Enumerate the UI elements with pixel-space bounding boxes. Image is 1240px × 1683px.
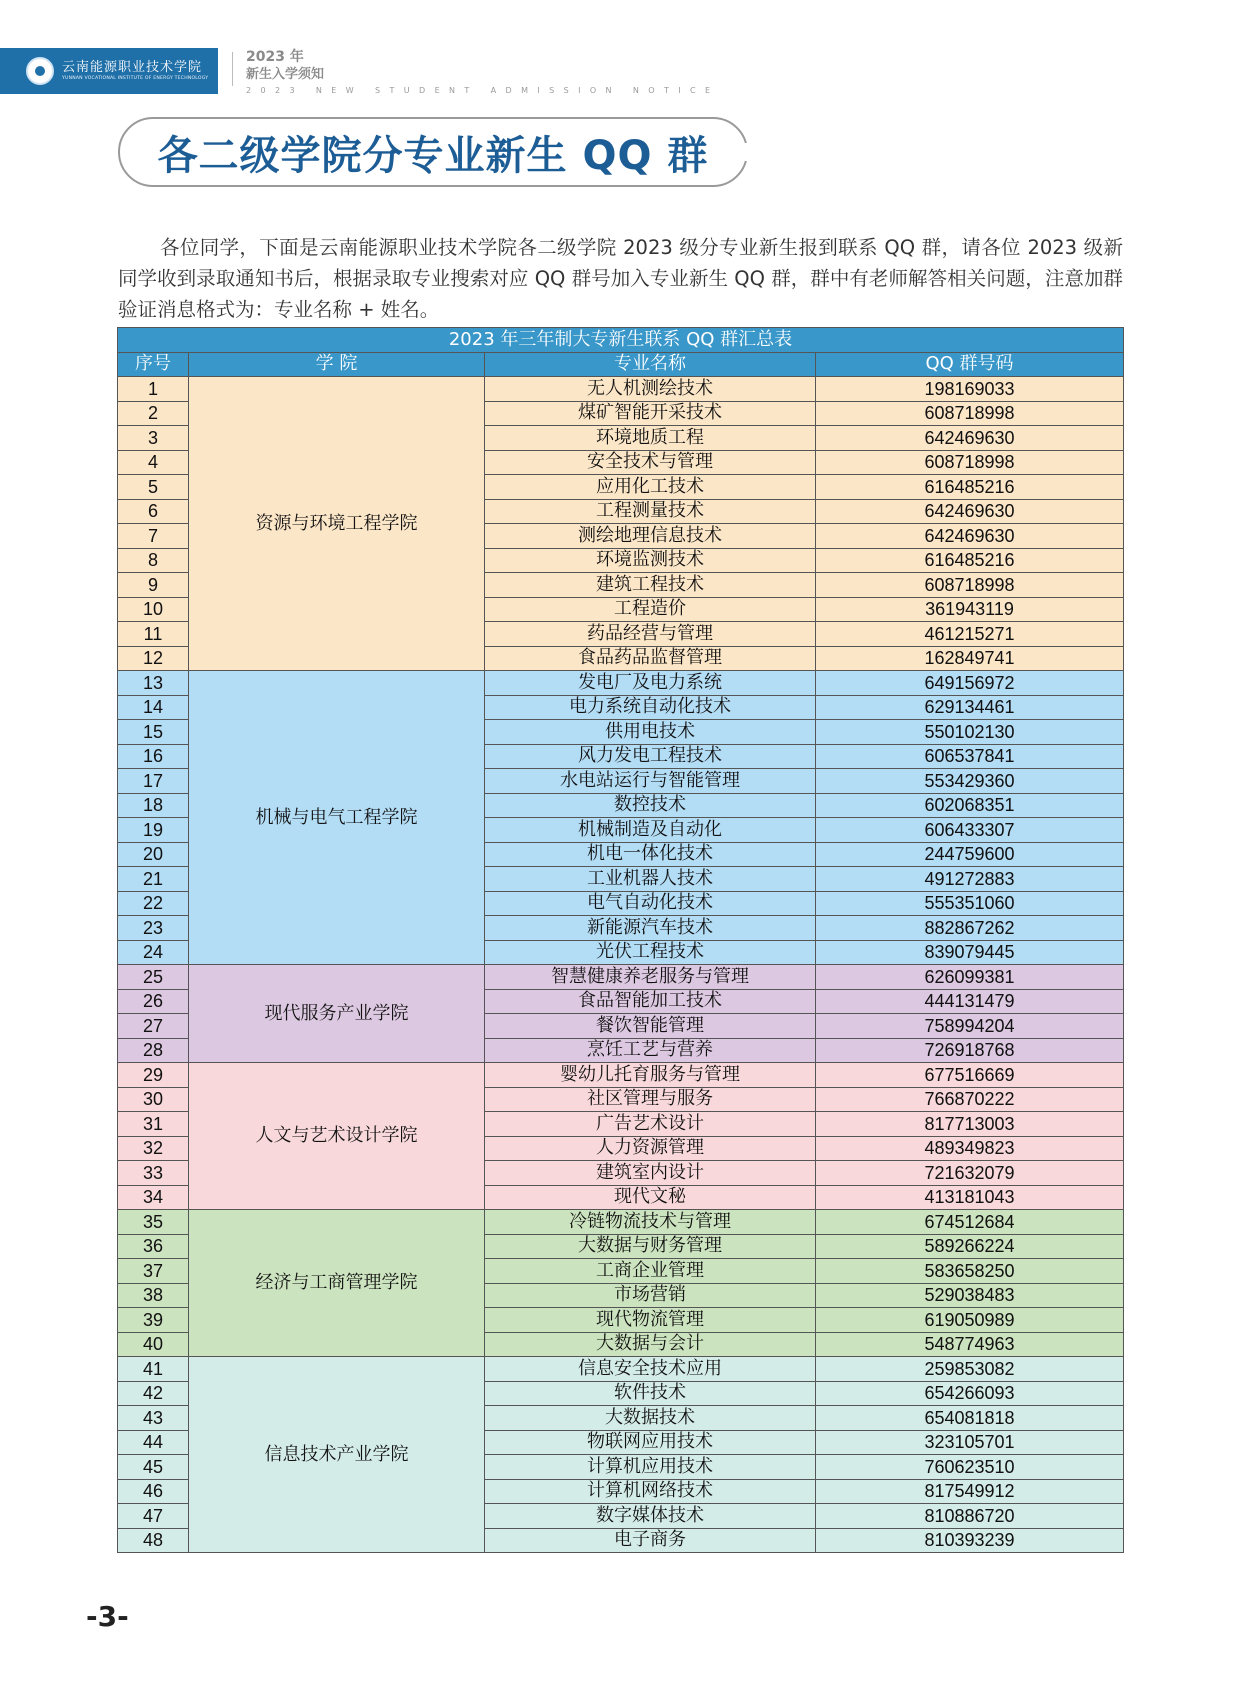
- major-name: 环境地质工程: [485, 426, 816, 451]
- qq-number: 726918768: [816, 1038, 1124, 1063]
- college-name: 资源与环境工程学院: [189, 377, 485, 671]
- row-index: 29: [118, 1063, 189, 1088]
- row-index: 36: [118, 1234, 189, 1259]
- row-index: 47: [118, 1504, 189, 1529]
- major-name: 计算机应用技术: [485, 1455, 816, 1480]
- table-row: [118, 377, 1124, 402]
- row-index: 43: [118, 1406, 189, 1431]
- table-row: [118, 965, 1124, 990]
- major-name: 广告艺术设计: [485, 1112, 816, 1137]
- major-name: 现代文秘: [485, 1185, 816, 1210]
- qq-number: 361943119: [816, 597, 1124, 622]
- row-index: 5: [118, 475, 189, 500]
- qq-number: 608718998: [816, 450, 1124, 475]
- row-index: 41: [118, 1357, 189, 1382]
- qq-number: 602068351: [816, 793, 1124, 818]
- qq-number: 677516669: [816, 1063, 1124, 1088]
- row-index: 27: [118, 1014, 189, 1039]
- row-index: 3: [118, 426, 189, 451]
- row-index: 20: [118, 842, 189, 867]
- qq-number: 461215271: [816, 622, 1124, 647]
- major-name: 光伏工程技术: [485, 940, 816, 965]
- school-seal-icon: [26, 57, 54, 85]
- qq-number: 198169033: [816, 377, 1124, 402]
- row-index: 23: [118, 916, 189, 941]
- major-name: 大数据技术: [485, 1406, 816, 1431]
- row-index: 2: [118, 401, 189, 426]
- qq-number: 444131479: [816, 989, 1124, 1014]
- row-index: 24: [118, 940, 189, 965]
- header-index: 序号: [118, 352, 189, 377]
- qq-number: 766870222: [816, 1087, 1124, 1112]
- college-name: 机械与电气工程学院: [189, 671, 485, 965]
- qq-number: 817713003: [816, 1112, 1124, 1137]
- major-name: 智慧健康养老服务与管理: [485, 965, 816, 990]
- qq-number: 616485216: [816, 548, 1124, 573]
- row-index: 28: [118, 1038, 189, 1063]
- qq-number: 839079445: [816, 940, 1124, 965]
- logo-chinese-name: 云南能源职业技术学院: [62, 59, 203, 75]
- qq-number: 413181043: [816, 1185, 1124, 1210]
- major-name: 冷链物流技术与管理: [485, 1210, 816, 1235]
- major-name: 现代物流管理: [485, 1308, 816, 1333]
- row-index: 33: [118, 1161, 189, 1186]
- qq-number: 606537841: [816, 744, 1124, 769]
- row-index: 30: [118, 1087, 189, 1112]
- table-body: [118, 377, 1124, 1553]
- major-name: 新能源汽车技术: [485, 916, 816, 941]
- qq-number: 244759600: [816, 842, 1124, 867]
- row-index: 19: [118, 818, 189, 843]
- header-logo-bar: [0, 48, 218, 94]
- qq-number: 626099381: [816, 965, 1124, 990]
- qq-number: 529038483: [816, 1283, 1124, 1308]
- row-index: 7: [118, 524, 189, 549]
- qq-number: 555351060: [816, 891, 1124, 916]
- major-name: 应用化工技术: [485, 475, 816, 500]
- qq-number: 810886720: [816, 1504, 1124, 1529]
- qq-number: 583658250: [816, 1259, 1124, 1284]
- major-name: 煤矿智能开采技术: [485, 401, 816, 426]
- major-name: 水电站运行与智能管理: [485, 769, 816, 794]
- row-index: 6: [118, 499, 189, 524]
- qq-number: 760623510: [816, 1455, 1124, 1480]
- college-name: 信息技术产业学院: [189, 1357, 485, 1553]
- row-index: 34: [118, 1185, 189, 1210]
- major-name: 机械制造及自动化: [485, 818, 816, 843]
- major-name: 建筑工程技术: [485, 573, 816, 598]
- table-row: [118, 1210, 1124, 1235]
- major-name: 数控技术: [485, 793, 816, 818]
- row-index: 42: [118, 1381, 189, 1406]
- row-index: 48: [118, 1528, 189, 1553]
- page-number: -3-: [86, 1600, 129, 1633]
- table-row: [118, 671, 1124, 696]
- row-index: 25: [118, 965, 189, 990]
- major-name: 无人机测绘技术: [485, 377, 816, 402]
- qq-number: 721632079: [816, 1161, 1124, 1186]
- row-index: 40: [118, 1332, 189, 1357]
- qq-number: 553429360: [816, 769, 1124, 794]
- row-index: 44: [118, 1430, 189, 1455]
- major-name: 测绘地理信息技术: [485, 524, 816, 549]
- major-name: 环境监测技术: [485, 548, 816, 573]
- major-name: 食品药品监督管理: [485, 646, 816, 671]
- major-name: 计算机网络技术: [485, 1479, 816, 1504]
- row-index: 21: [118, 867, 189, 892]
- qq-number: 259853082: [816, 1357, 1124, 1382]
- major-name: 工程测量技术: [485, 499, 816, 524]
- row-index: 17: [118, 769, 189, 794]
- major-name: 电力系统自动化技术: [485, 695, 816, 720]
- college-name: 现代服务产业学院: [189, 965, 485, 1063]
- major-name: 数字媒体技术: [485, 1504, 816, 1529]
- qq-number: 642469630: [816, 426, 1124, 451]
- qq-number: 654081818: [816, 1406, 1124, 1431]
- qq-number: 608718998: [816, 401, 1124, 426]
- major-name: 安全技术与管理: [485, 450, 816, 475]
- row-index: 14: [118, 695, 189, 720]
- major-name: 信息安全技术应用: [485, 1357, 816, 1382]
- header-year: 2023 年: [246, 49, 304, 65]
- row-index: 16: [118, 744, 189, 769]
- major-name: 人力资源管理: [485, 1136, 816, 1161]
- row-index: 45: [118, 1455, 189, 1480]
- major-name: 软件技术: [485, 1381, 816, 1406]
- college-name: 人文与艺术设计学院: [189, 1063, 485, 1210]
- major-name: 供用电技术: [485, 720, 816, 745]
- qq-number: 642469630: [816, 499, 1124, 524]
- row-index: 26: [118, 989, 189, 1014]
- row-index: 15: [118, 720, 189, 745]
- qq-number: 674512684: [816, 1210, 1124, 1235]
- major-name: 大数据与财务管理: [485, 1234, 816, 1259]
- college-name: 经济与工商管理学院: [189, 1210, 485, 1357]
- row-index: 13: [118, 671, 189, 696]
- row-index: 22: [118, 891, 189, 916]
- header-qq: QQ 群号码: [816, 352, 1124, 377]
- qq-number: 489349823: [816, 1136, 1124, 1161]
- qq-number: 548774963: [816, 1332, 1124, 1357]
- qq-number: 619050989: [816, 1308, 1124, 1333]
- qq-number: 882867262: [816, 916, 1124, 941]
- qq-number: 491272883: [816, 867, 1124, 892]
- major-name: 电子商务: [485, 1528, 816, 1553]
- qq-number: 654266093: [816, 1381, 1124, 1406]
- table-caption: 2023 年三年制大专新生联系 QQ 群汇总表: [118, 328, 1124, 353]
- major-name: 发电厂及电力系统: [485, 671, 816, 696]
- qq-number: 162849741: [816, 646, 1124, 671]
- row-index: 46: [118, 1479, 189, 1504]
- row-index: 18: [118, 793, 189, 818]
- qq-number: 606433307: [816, 818, 1124, 843]
- intro-paragraph: 各位同学，下面是云南能源职业技术学院各二级学院 2023 级分专业新生报到联系 QQ 群，请各位 2023 级新同学收到录取通知书后，根据录取专业搜索对应 QQ 群号加入专业新生 QQ 群，群中有老师解答相关问题，注意加群验证消息格式为：专业名称 + 姓名。: [118, 235, 1123, 321]
- major-name: 餐饮智能管理: [485, 1014, 816, 1039]
- row-index: 39: [118, 1308, 189, 1333]
- qq-number: 629134461: [816, 695, 1124, 720]
- row-index: 37: [118, 1259, 189, 1284]
- major-name: 食品智能加工技术: [485, 989, 816, 1014]
- major-name: 风力发电工程技术: [485, 744, 816, 769]
- row-index: 8: [118, 548, 189, 573]
- qq-number: 550102130: [816, 720, 1124, 745]
- row-index: 4: [118, 450, 189, 475]
- major-name: 工商企业管理: [485, 1259, 816, 1284]
- row-index: 38: [118, 1283, 189, 1308]
- logo-english-name: YUNNAN VOCATIONAL INSTITUTE OF ENERGY TECHNOLOGY: [62, 75, 209, 81]
- table-row: [118, 1357, 1124, 1382]
- major-name: 物联网应用技术: [485, 1430, 816, 1455]
- major-name: 电气自动化技术: [485, 891, 816, 916]
- major-name: 工程造价: [485, 597, 816, 622]
- header-major: 专业名称: [485, 352, 816, 377]
- qq-number: 323105701: [816, 1430, 1124, 1455]
- major-name: 工业机器人技术: [485, 867, 816, 892]
- header-english-tagline: 2023 NEW STUDENT ADMISSION NOTICE: [246, 86, 720, 95]
- row-index: 1: [118, 377, 189, 402]
- row-index: 9: [118, 573, 189, 598]
- major-name: 大数据与会计: [485, 1332, 816, 1357]
- row-index: 10: [118, 597, 189, 622]
- header-college: 学 院: [189, 352, 485, 377]
- qq-number: 758994204: [816, 1014, 1124, 1039]
- header-divider: [232, 52, 233, 86]
- major-name: 烹饪工艺与营养: [485, 1038, 816, 1063]
- qq-number: 589266224: [816, 1234, 1124, 1259]
- major-name: 婴幼儿托育服务与管理: [485, 1063, 816, 1088]
- qq-number: 608718998: [816, 573, 1124, 598]
- major-name: 建筑室内设计: [485, 1161, 816, 1186]
- major-name: 机电一体化技术: [485, 842, 816, 867]
- qq-number: 616485216: [816, 475, 1124, 500]
- major-name: 药品经营与管理: [485, 622, 816, 647]
- page-title: 各二级学院分专业新生 QQ 群: [157, 132, 709, 179]
- qq-number: 817549912: [816, 1479, 1124, 1504]
- logo: [62, 61, 208, 82]
- row-index: 35: [118, 1210, 189, 1235]
- qq-group-table: [117, 327, 1124, 1553]
- row-index: 32: [118, 1136, 189, 1161]
- row-index: 31: [118, 1112, 189, 1137]
- table-row: [118, 1063, 1124, 1088]
- row-index: 12: [118, 646, 189, 671]
- qq-number: 810393239: [816, 1528, 1124, 1553]
- major-name: 社区管理与服务: [485, 1087, 816, 1112]
- major-name: 市场营销: [485, 1283, 816, 1308]
- qq-number: 649156972: [816, 671, 1124, 696]
- title-banner: [118, 117, 748, 187]
- row-index: 11: [118, 622, 189, 647]
- header-subtitle: 新生入学须知: [246, 67, 325, 82]
- qq-number: 642469630: [816, 524, 1124, 549]
